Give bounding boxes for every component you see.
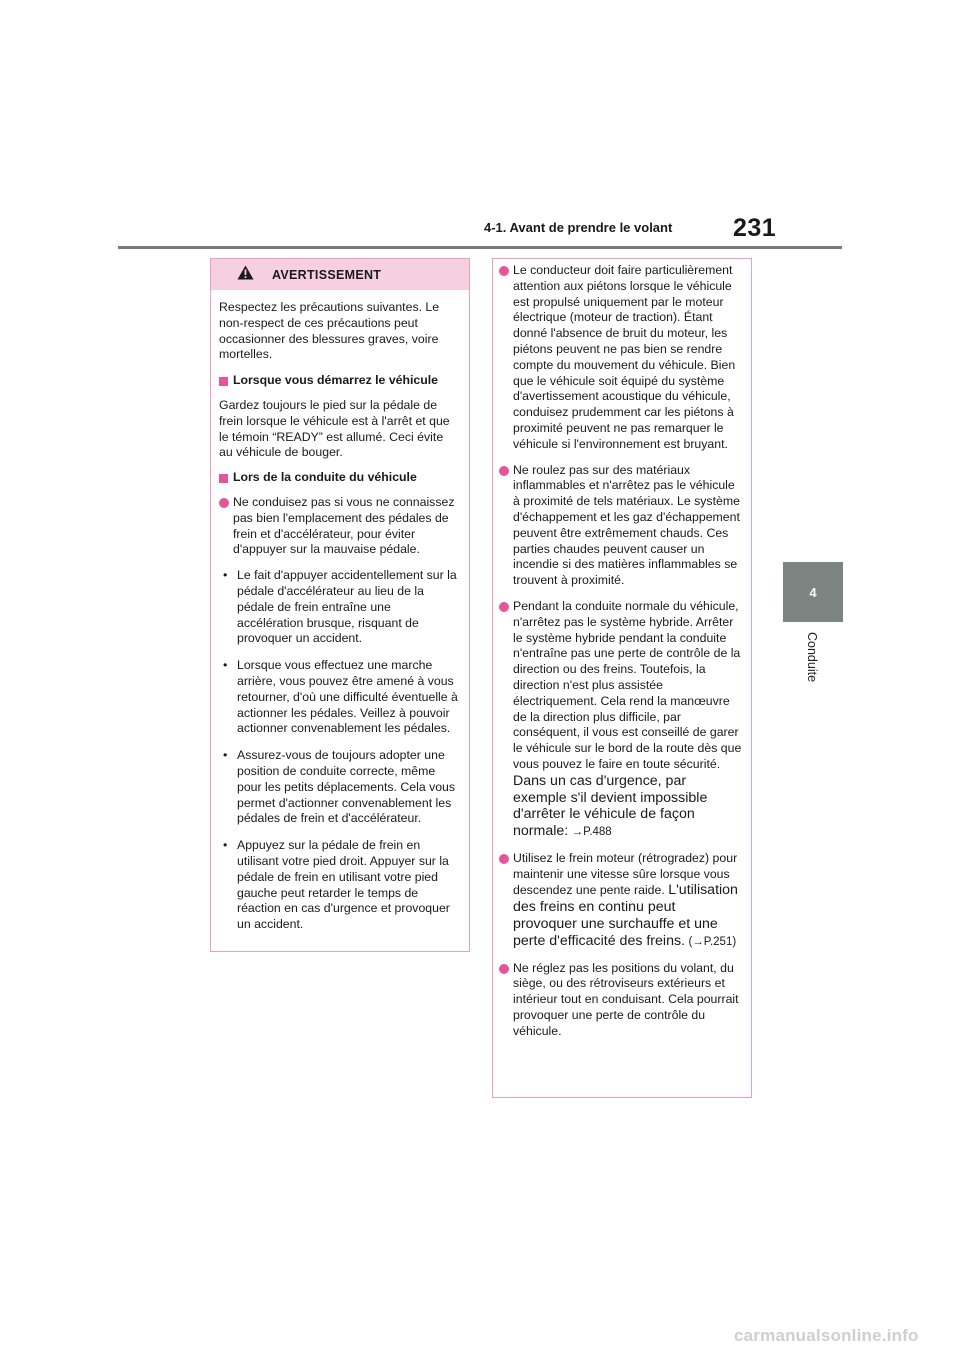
- start-paragraph: Gardez toujours le pied sur la pédale de frein lorsque le véhicule est à l'arrêt et que le témoin “READY” est allumé. Ceci évite au véhicule de bouger.: [219, 397, 450, 460]
- section-title: 4-1. Avant de prendre le volant: [484, 220, 673, 235]
- dash-item-text: Le fait d'appuyer accidentellement sur la pédale d'accélérateur au lieu de la pédale de frein entraîne une accélération brusque, risquant de provoquer un accident.: [237, 568, 457, 646]
- warning-triangle-icon: [237, 265, 254, 285]
- dash-item: [219, 568, 460, 647]
- arrow-right-icon: →: [571, 826, 584, 839]
- circle-bullet-icon: [499, 466, 509, 476]
- subheading-start: [219, 373, 460, 389]
- emphasis-text: L'utilisation des freins en continu peut provoquer une surchauffe et une perte d'efficacité des freins.: [513, 882, 738, 949]
- dash-item: [219, 838, 460, 933]
- list-item-text: Ne roulez pas sur des matériaux inflammables et n'arrêtez pas le véhicule à proximité de tels matériaux. Le système d'échappement et les gaz d'échappement peuvent être extrêmement chauds. Ces parties chaudes peuvent causer un incendie si des matières inflammables se trouvent à proximité.: [513, 462, 740, 588]
- warning-title: AVERTISSEMENT: [272, 267, 382, 282]
- circle-bullet-icon: [499, 602, 509, 612]
- circle-bullet-icon: [499, 854, 509, 864]
- dash-bullet-icon: •: [223, 838, 228, 853]
- page-number: 231: [733, 214, 777, 242]
- header-divider: [118, 246, 842, 249]
- list-item: [499, 463, 742, 589]
- list-item-text: Ne conduisez pas si vous ne connaissez pas bien l'emplacement des pédales de frein et d'accélérateur, pour éviter d'appuyer sur la mauvaise pédale.: [233, 494, 455, 557]
- dash-bullet-icon: •: [223, 568, 228, 583]
- list-item: [219, 495, 460, 558]
- page-reference-text: P.488: [583, 826, 612, 839]
- circle-bullet-icon: [499, 266, 509, 276]
- list-item-text: Ne réglez pas les positions du volant, du siège, ou des rétroviseurs extérieurs et intérieur tout en conduisant. Cela pourrait provoquer une perte de contrôle du véhicule.: [513, 960, 739, 1038]
- square-bullet-icon: [219, 377, 228, 386]
- list-item: [499, 851, 742, 951]
- watermark-logo[interactable]: carmanualsonline.info: [734, 1326, 919, 1345]
- dash-item: [219, 658, 460, 737]
- warning-intro: Respectez les précautions suivantes. Le non-respect de ces précautions peut occasionner des blessures graves, voire mortelles.: [219, 300, 440, 362]
- subheading-start-text: Lorsque vous démarrez le véhicule: [233, 373, 439, 388]
- circle-bullet-icon: [499, 964, 509, 974]
- list-item: [499, 961, 742, 1040]
- subheading-driving-text: Lors de la conduite du véhicule: [233, 470, 417, 485]
- warning-continued-box: [492, 258, 752, 1098]
- warning-box: [210, 258, 470, 952]
- page-reference-text: P.251: [703, 935, 733, 948]
- list-item-text: Le conducteur doit faire particulièrement attention aux piétons lorsque le véhicule est propulsé uniquement par le moteur électrique (moteur de traction). Étant donné l'absence de bruit du moteur, les piétons peuvent ne pas bien se rendre compte du mouvement du véhicule. Bien que le véhicule soit équipé du système d'avertissement acoustique du véhicule, conduisez prudemment car les piétons à proximité peuvent ne pas remarquer le véhicule si l'environnement est bruyant.: [513, 263, 736, 451]
- chapter-label: Conduite: [805, 632, 819, 683]
- list-item: [499, 263, 742, 453]
- dash-item-text: Appuyez sur la pédale de frein en utilisant votre pied droit. Appuyer sur la pédale de frein en utilisant votre pied gauche peut retarder le temps de réaction en cas d'urgence et provoquer un accident.: [237, 838, 450, 932]
- circle-bullet-icon: [219, 498, 229, 508]
- warning-header: [211, 259, 469, 290]
- chapter-number: 4: [809, 584, 817, 600]
- warning-body: [211, 290, 469, 933]
- arrow-right-icon: →: [692, 935, 704, 948]
- chapter-tab[interactable]: [783, 562, 843, 622]
- page-reference-link[interactable]: (→P.251): [688, 935, 737, 948]
- list-item-text: Utilisez le frein moteur (rétrogradez) pour maintenir une vitesse sûre lorsque vous descendez une pente raide.: [513, 850, 738, 898]
- emphasis-text: Dans un cas d'urgence, par exemple s'il devient impossible d'arrêter le véhicule de façon normale:: [513, 772, 708, 840]
- square-bullet-icon: [219, 474, 228, 483]
- dash-item-text: Lorsque vous effectuez une marche arrière, vous pouvez être amené à vous retourner, d'où une difficulté éventuelle à actionner les pédales. Veillez à pouvoir actionner convenablement les pédales.: [237, 658, 458, 736]
- list-item: [499, 599, 742, 841]
- list-item-text: Pendant la conduite normale du véhicule, n'arrêtez pas le système hybride. Arrêter le système hybride pendant la conduite n'entraîne pas une perte de contrôle de la direction ou des freins. Toutefois, la direction n'est plus assistée électriquement. Cela rend la manœuvre de la direction plus difficile, par conséquent, il vous est conseillé de garer le véhicule sur le bord de la route dès que vous pouvez le faire en toute sécurité.: [513, 598, 742, 771]
- dash-bullet-icon: •: [223, 658, 228, 673]
- dash-item: [219, 748, 460, 827]
- dash-item-text: Assurez-vous de toujours adopter une position de conduite correcte, même pour les petits déplacements. Cela vous permet d'actionner convenablement les pédales de frein et d'accélérateur.: [237, 748, 456, 826]
- page-reference-link[interactable]: [572, 826, 612, 838]
- dash-bullet-icon: •: [223, 748, 228, 763]
- subheading-driving: [219, 470, 460, 486]
